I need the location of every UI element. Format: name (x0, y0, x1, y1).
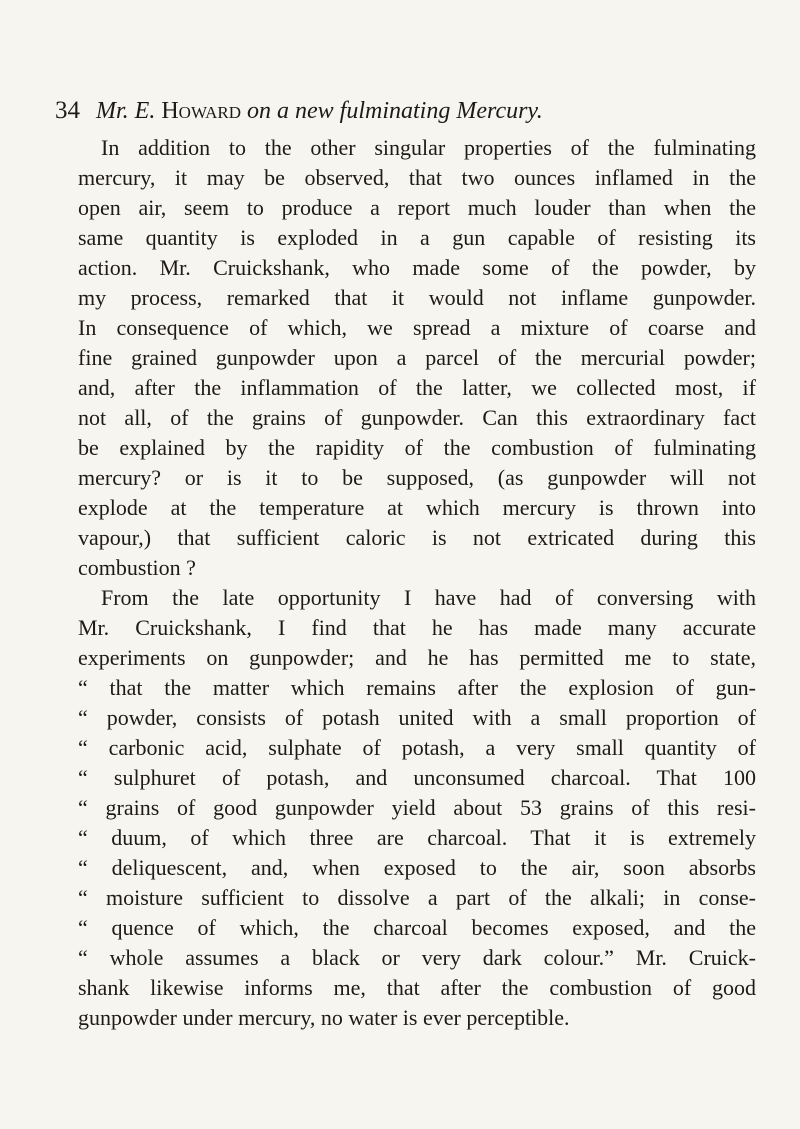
text-line: and, after the inflammation of the latter, we collected most, if (78, 375, 756, 400)
text-line: combustion ? (78, 555, 196, 580)
text-line: “ duum, of which three are charcoal. That it is extremely (78, 825, 756, 850)
text-line: “ grains of good gunpowder yield about 53 grains of this resi- (78, 795, 756, 820)
text-line: Mr. Cruickshank, I find that he has made many accurate (78, 615, 756, 640)
text-line: “ powder, consists of potash united with a small proportion of (78, 705, 756, 730)
text-line: From the late opportunity I have had of conversing with (101, 585, 756, 610)
text-line: open air, seem to produce a report much louder than when the (78, 195, 756, 220)
text-line: shank likewise informs me, that after the combustion of good (78, 975, 756, 1000)
text-line: be explained by the rapidity of the combustion of fulminating (78, 435, 756, 460)
text-line: action. Mr. Cruickshank, who made some of the powder, by (78, 255, 756, 280)
text-line: explode at the temperature at which mercury is thrown into (78, 495, 756, 520)
text-line: my process, remarked that it would not inflame gunpowder. (78, 285, 756, 310)
text-line: “ carbonic acid, sulphate of potash, a very small quantity of (78, 735, 756, 760)
text-line: mercury, it may be observed, that two ounces inflamed in the (78, 165, 756, 190)
text-line: In addition to the other singular properties of the fulminating (101, 135, 756, 160)
text-line: vapour,) that sufficient caloric is not extricated during this (78, 525, 756, 550)
page-number: 34 (55, 97, 80, 124)
text-line: fine grained gunpowder upon a parcel of the mercurial powder; (78, 345, 756, 370)
text-line: “ moisture sufficient to dissolve a part of the alkali; in conse- (78, 885, 756, 910)
header-prefix: Mr. E. (96, 98, 162, 124)
text-line: same quantity is exploded in a gun capable of resisting its (78, 225, 756, 250)
text-line: In consequence of which, we spread a mixture of coarse and (78, 315, 756, 340)
text-line: experiments on gunpowder; and he has permitted me to state, (78, 645, 756, 670)
header-title: on a new fulminating Mercury. (241, 98, 543, 124)
text-line: “ whole assumes a black or very dark colour.” Mr. Cruick- (78, 945, 756, 970)
text-line: “ quence of which, the charcoal becomes exposed, and the (78, 915, 756, 940)
text-line: not all, of the grains of gunpowder. Can this extraordinary fact (78, 405, 756, 430)
text-line: “ that the matter which remains after the explosion of gun- (78, 675, 756, 700)
header-author: Howard (161, 98, 242, 124)
text-line: “ sulphuret of potash, and unconsumed charcoal. That 100 (78, 765, 756, 790)
text-line: mercury? or is it to be supposed, (as gunpowder will not (78, 465, 756, 490)
text-line: “ deliquescent, and, when exposed to the air, soon absorbs (78, 855, 756, 880)
text-line: gunpowder under mercury, no water is ever perceptible. (78, 1005, 570, 1030)
